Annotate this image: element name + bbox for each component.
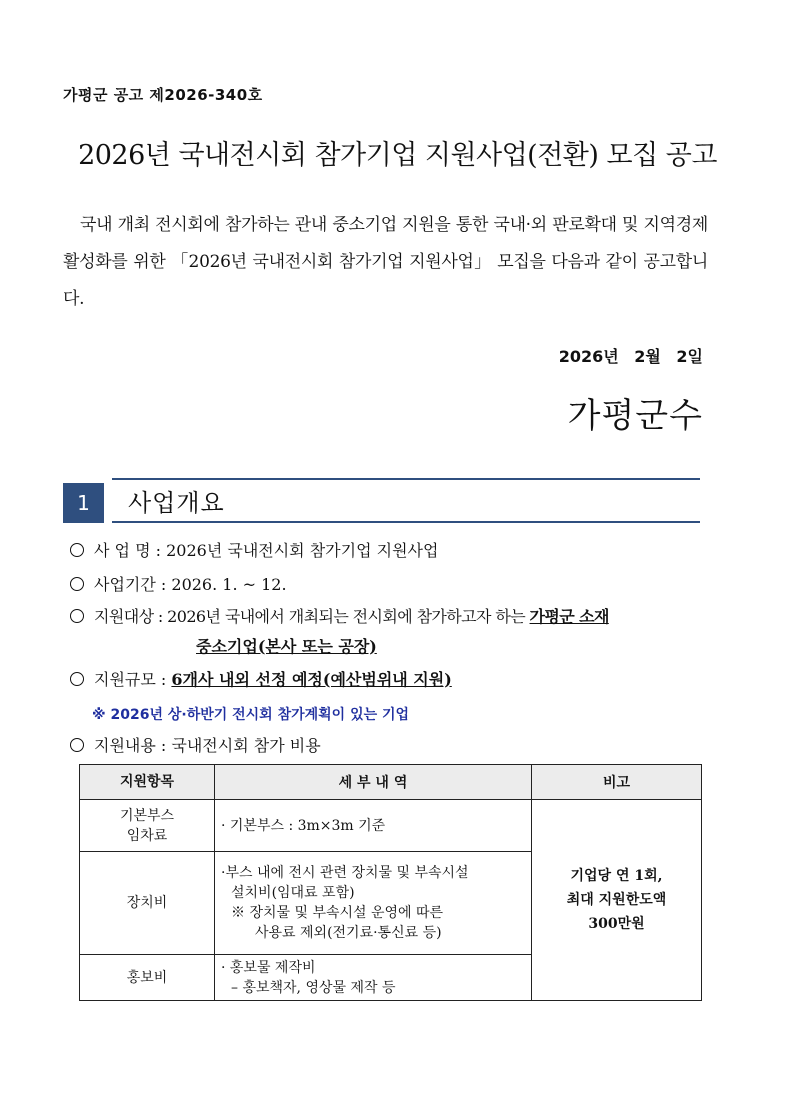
remark-line: 300만원: [588, 916, 645, 932]
row-details: [215, 852, 532, 955]
row-item: [80, 852, 215, 955]
section-title: 사업개요: [128, 489, 225, 517]
target-emphasis: 가평군 소재: [529, 607, 609, 626]
item-line: 홍보비: [126, 969, 168, 986]
item-text: 사업기간 : 2026. 1. ~ 12.: [94, 575, 287, 594]
circle-bullet-icon: [70, 738, 84, 752]
remark-line: 최대 지원한도액: [566, 892, 667, 908]
item-text: 사 업 명 : 2026년 국내전시회 참가기업 지원사업: [94, 541, 439, 560]
section-number: 1: [63, 483, 104, 523]
item-content: [70, 733, 321, 756]
detail-line: ·부스 내에 전시 관련 장치물 및 부속시설: [221, 865, 469, 881]
detail-line: 설치비(임대료 포함): [231, 885, 355, 901]
item-target: [70, 604, 609, 627]
circle-bullet-icon: [70, 543, 84, 557]
scale-emphasis: 6개사 내외 선정 예정(예산범위내 지원): [171, 670, 452, 689]
header-remark: 비고: [532, 765, 702, 800]
target-emphasis-2: 중소기업(본사 또는 공장): [196, 637, 377, 656]
detail-line: 사용료 제외(전기료·통신료 등): [255, 925, 442, 941]
item-business-name: [70, 538, 438, 561]
intro-paragraph: 국내 개최 전시회에 참가하는 관내 중소기업 지원을 통한 국내·외 판로확대 및 지역경제 활성화를 위한 「2026년 국내전시회 참가기업 지원사업」 모집을 다음과 같이 공고합니다.: [63, 215, 708, 309]
detail-line: – 홍보책자, 영상물 제작 등: [231, 979, 396, 996]
notice-number: 가평군 공고 제2026-340호: [63, 86, 263, 104]
table-header-row: [80, 765, 702, 800]
header-details: 세 부 내 역: [215, 765, 532, 800]
row-item: [80, 955, 215, 1001]
detail-line: ※ 장치물 및 부속시설 운영에 따른: [231, 905, 444, 921]
item-line: 기본부스: [119, 807, 175, 824]
support-table: [79, 764, 702, 1001]
item-scale: [70, 667, 452, 690]
item-text: 지원규모 :: [94, 670, 172, 689]
notice-date: 2026년 2월 2일: [558, 347, 703, 366]
row-details: [215, 800, 532, 852]
item-line: 장치비: [126, 895, 168, 911]
remark-line: 기업당 연 1회,: [570, 868, 663, 884]
detail-line: · 홍보물 제작비: [221, 959, 316, 976]
item-business-period: [70, 572, 287, 595]
circle-bullet-icon: [70, 609, 84, 623]
item-text: 지원대상 : 2026년 국내에서 개최되는 전시회에 참가하고자 하는: [94, 607, 530, 626]
section-line-bottom: [112, 521, 700, 523]
header-item: 지원항목: [80, 765, 215, 800]
row-details: [215, 955, 532, 1001]
remark-cell: [532, 800, 702, 1001]
table-row: [80, 800, 702, 852]
detail-line: · 기본부스 : 3m×3m 기준: [221, 817, 386, 834]
circle-bullet-icon: [70, 577, 84, 591]
circle-bullet-icon: [70, 672, 84, 686]
document-title: 2026년 국내전시회 참가기업 지원사업(전환) 모집 공고: [78, 140, 717, 171]
row-item: [80, 800, 215, 852]
note-blue: ※ 2026년 상·하반기 전시회 참가계획이 있는 기업: [92, 707, 410, 723]
item-text: 지원내용 : 국내전시회 참가 비용: [94, 736, 321, 755]
item-line: 임차료: [126, 827, 168, 844]
signer: 가평군수: [567, 396, 703, 436]
section-line-top: [112, 478, 700, 480]
item-target-cont: [196, 634, 377, 657]
